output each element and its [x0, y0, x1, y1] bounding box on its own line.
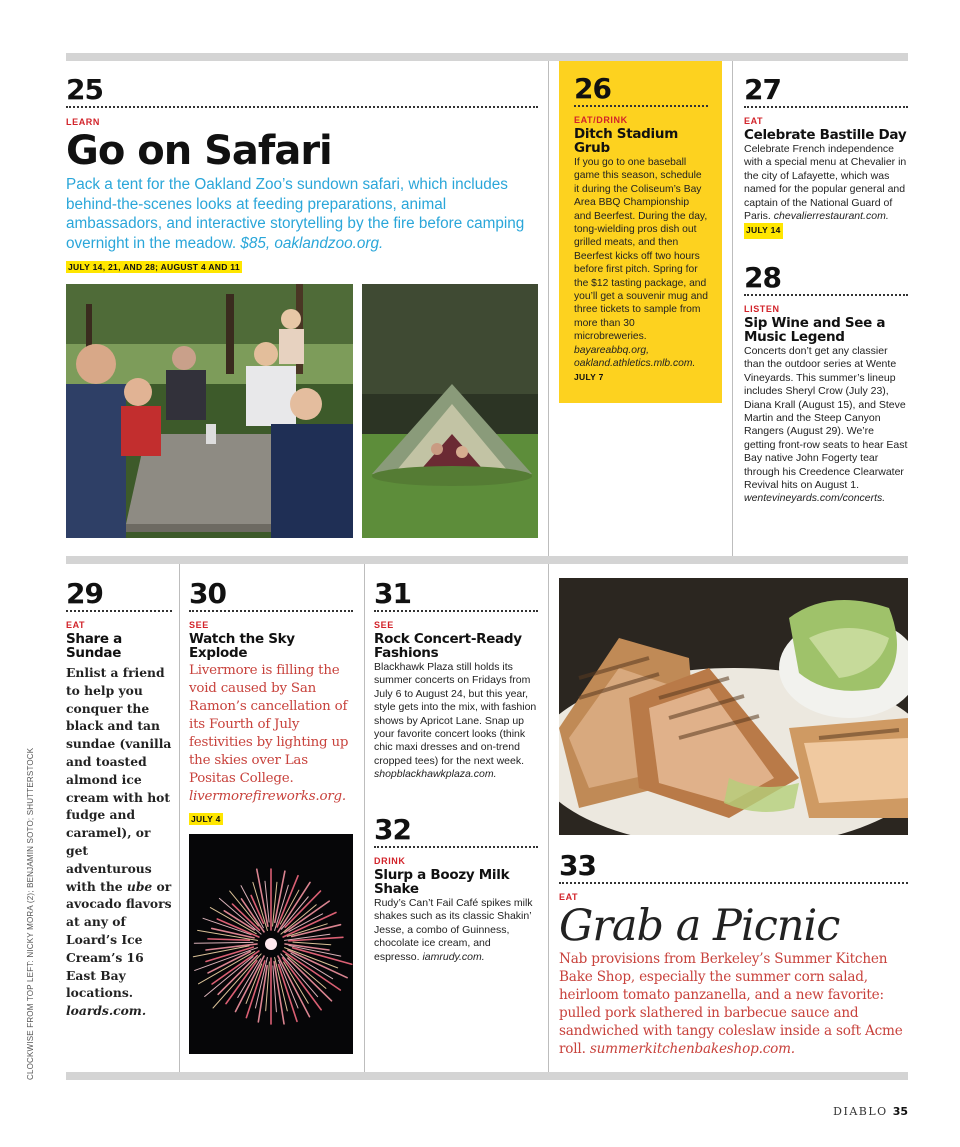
- category-label: SEE: [374, 620, 394, 630]
- category-label: EAT: [559, 892, 579, 902]
- bottom-rule: [66, 1072, 908, 1080]
- description-text: Nab provisions from Berkeley’s Summer Kitchen Bake Shop, especially the summer corn salad, heirloom tomato panzanella, and a new favorite: pulled pork slathered in barbecue sauce and sandwiched with tangy coleslaw inside a soft Acme roll.: [559, 951, 903, 1057]
- website-link[interactable]: bayareabbq.org, oakland.athletics.mlb.com.: [574, 344, 696, 370]
- headline: Sip Wine and See a Music Legend: [744, 315, 886, 345]
- website-link[interactable]: chevalierrestaurant.com.: [773, 210, 889, 223]
- date-highlight: JULY 14: [744, 223, 783, 238]
- page-folio: [833, 1105, 908, 1118]
- category-label: EAT: [66, 620, 86, 630]
- website-link[interactable]: iamrudy.com.: [422, 950, 485, 963]
- description-text: Rudy’s Can’t Fail Café spikes milk shakes such as its classic Shakin’ Jesse, a combo of Guinness, chocolate ice cream, and espresso.: [374, 897, 533, 963]
- event-date: JULY 7: [574, 371, 604, 382]
- category-label: LISTEN: [744, 304, 780, 314]
- description: [66, 664, 172, 1020]
- description-text-2: or avocado flavors at any of Loard’s Ice Cream’s 16 East Bay locations.: [66, 878, 172, 1001]
- headline: Grab a Picnic: [559, 901, 840, 951]
- website-link[interactable]: loards.com.: [66, 1003, 147, 1019]
- description: [559, 950, 908, 1058]
- description-text: Concerts don’t get any classier than the outdoor series at Wente Vineyards. This summer’s lineup includes Sheryl Crow (July 23), Diana Krall (August 15), and Steve Martin and the Steep Canyon Rangers (August 29). We’re getting front-row seats to hear East Bay native John Fogerty tear through his Creedence Clearwater Revival hits on August 1.: [744, 345, 908, 492]
- column-divider: [548, 61, 549, 556]
- top-rule: [66, 53, 908, 61]
- item-26: [559, 61, 722, 403]
- item-number: 26: [574, 75, 708, 107]
- item-33: [559, 849, 908, 1058]
- description: [374, 661, 538, 782]
- emphasis-word: ube: [126, 878, 153, 894]
- description: [189, 662, 353, 806]
- description: [374, 897, 538, 964]
- sandwich-photo: [559, 578, 908, 835]
- fireworks-photo: [189, 834, 353, 1054]
- column-divider: [364, 564, 365, 1072]
- item-27: [744, 73, 908, 239]
- column-divider: [179, 564, 180, 1072]
- item-29: [66, 577, 172, 1020]
- description: [744, 345, 908, 506]
- item-number: 31: [374, 580, 538, 612]
- photo-credit: CLOCKWISE FROM TOP LEFT: NICKY MORA (2); BENJAMIN SOTO; SHUTTERSTOCK: [26, 747, 35, 1080]
- date-highlight: JULY 4: [191, 814, 221, 824]
- item-number: 28: [744, 264, 908, 296]
- description: [574, 156, 708, 371]
- website-link[interactable]: shopblackhawkplaza.com.: [374, 768, 497, 781]
- description: [744, 143, 908, 239]
- description-text: Celebrate French independence with a special menu at Chevalier in the city of Lafayette, which was named for the popular general and captain of the National Guard of Paris.: [744, 143, 907, 223]
- headline: Watch the Sky Explode: [189, 631, 295, 661]
- category-label: DRINK: [374, 856, 406, 866]
- zoo-picnic-photo: [66, 284, 353, 538]
- headline: Ditch Stadium Grub: [574, 126, 678, 156]
- item-number: 32: [374, 816, 538, 848]
- headline: Rock Concert-Ready Fashions: [374, 631, 522, 661]
- description: [66, 175, 538, 253]
- column-divider: [548, 564, 549, 1072]
- category-label: LEARN: [66, 117, 100, 127]
- magazine-name: DIABLO: [833, 1105, 888, 1118]
- website-link[interactable]: summerkitchenbakeshop.com.: [589, 1041, 795, 1057]
- item-number: 27: [744, 76, 908, 108]
- item-30: [189, 577, 353, 827]
- fireworks-graphic: [189, 834, 353, 1054]
- firework-core: [265, 938, 277, 950]
- item-31: [374, 577, 538, 782]
- tent-photo: [362, 284, 538, 538]
- item-32: [374, 813, 538, 964]
- website-link[interactable]: livermorefireworks.org.: [189, 789, 346, 804]
- description-text: Blackhawk Plaza still holds its summer concerts on Fridays from July 6 to August 24, but this year, style gets into the mix, with fashion shows by Apricot Lane. Snap up your favorite concert looks (think chic maxi dresses and on-trend cropped tees) for the next week.: [374, 661, 537, 767]
- item-number: 29: [66, 580, 172, 612]
- category-label: SEE: [189, 620, 209, 630]
- item-number: 25: [66, 76, 538, 108]
- description-text: Livermore is filling the void caused by San Ramon’s cancellation of its Fourth of July festivities by lighting up the skies over Las Positas College.: [189, 663, 349, 786]
- item-number: 30: [189, 580, 353, 612]
- headline: Share a Sundae: [66, 631, 122, 661]
- category-label: EAT/DRINK: [574, 115, 628, 125]
- headline: Go on Safari: [66, 128, 332, 174]
- item-25: [66, 73, 538, 275]
- description-text: Pack a tent for the Oakland Zoo’s sundown safari, which includes behind-the-scenes looks at feeding preparations, animal ambassadors, and interactive storytelling by the fire before camping overnight in the meadow.: [66, 176, 525, 252]
- page-number: 35: [892, 1105, 908, 1118]
- headline: Slurp a Boozy Milk Shake: [374, 867, 510, 897]
- category-label: EAT: [744, 116, 764, 126]
- headline: Celebrate Bastille Day: [744, 127, 907, 143]
- middle-rule: [66, 556, 908, 564]
- item-number: 33: [559, 852, 908, 884]
- column-divider: [732, 61, 733, 556]
- price-link[interactable]: $85, oaklandzoo.org.: [240, 234, 384, 252]
- website-link[interactable]: wentevineyards.com/concerts.: [744, 492, 886, 505]
- description-text: If you go to one baseball game this season, schedule it during the Coliseum’s Bay Area BBQ Championship and Beerfest. During the day, tong-wielding pros dish out grilled meats, and then Beerfest kicks off two hours before first pitch. Spring for the $12 tasting package, and you’ll get a souvenir mug and three tickets to sample from more than 30 microbreweries.: [574, 157, 708, 343]
- date-highlight: JULY 14, 21, AND 28; AUGUST 4 AND 11: [68, 262, 240, 272]
- description-text: Enlist a friend to help you conquer the black and tan sundae (vanilla and toasted almond ice cream with hot fudge and caramel), or get adventurous with the: [66, 665, 172, 894]
- item-28: [744, 261, 908, 506]
